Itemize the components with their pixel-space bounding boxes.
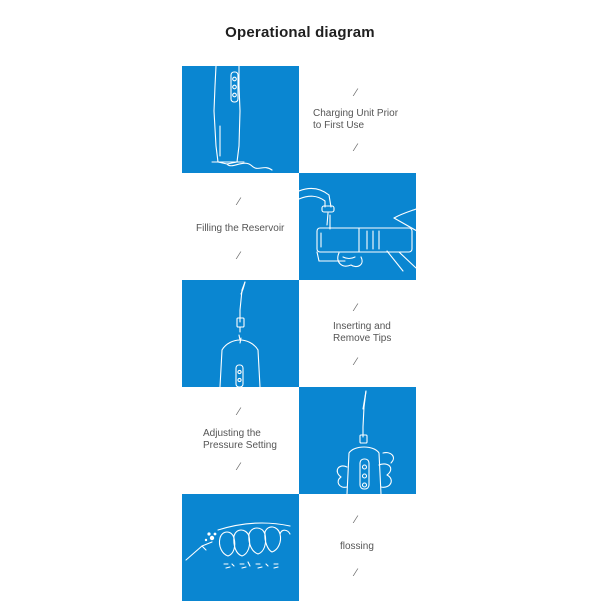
divider-top: ⁄ [355,87,357,99]
step-3-text [299,280,416,387]
step-3-caption: Inserting and Remove Tips [333,321,392,344]
step-2-caption: Filling the Reservoir [196,223,285,234]
step-1-caption: Charging Unit Prior to First Use [313,108,399,131]
step-2-text [182,173,299,280]
charging-handle-icon [182,66,299,173]
teeth-flossing-icon [182,494,299,601]
divider-bottom: ⁄ [238,461,240,473]
divider-top: ⁄ [238,196,240,208]
step-4-text [182,387,299,494]
divider-bottom: ⁄ [238,250,240,262]
step-5-text [299,494,416,601]
divider-bottom: ⁄ [355,567,357,579]
divider-top: ⁄ [355,514,357,526]
divider-top: ⁄ [355,302,357,314]
step-4-caption: Adjusting the Pressure Setting [203,428,277,451]
hand-pressure-icon [299,387,416,494]
tip-insert-icon [182,280,299,387]
step-1-text [299,66,416,173]
divider-top: ⁄ [238,406,240,418]
faucet-filling-icon [299,173,416,280]
step-5-caption: flossing [340,541,374,552]
page-title: Operational diagram [225,24,375,41]
divider-bottom: ⁄ [355,142,357,154]
divider-bottom: ⁄ [355,356,357,368]
